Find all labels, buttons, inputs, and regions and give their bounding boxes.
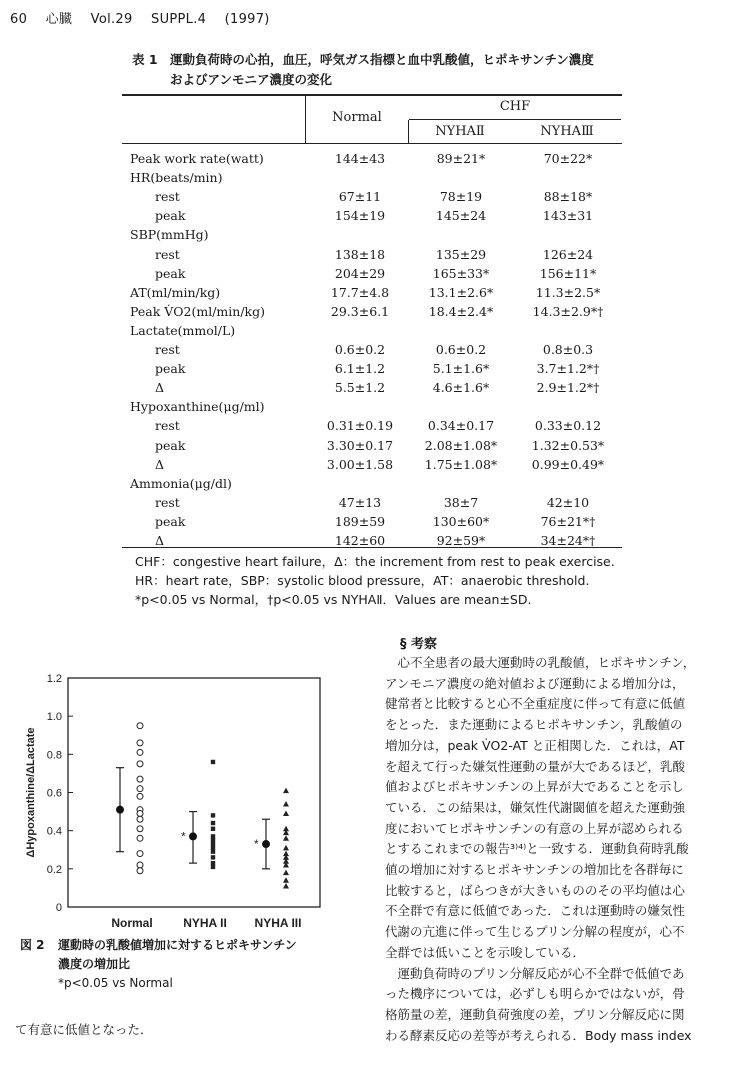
data-point (211, 827, 215, 831)
y-tick-label: 0.8 (46, 749, 62, 762)
data-point (137, 749, 143, 755)
left-column-text: て有意に低値となった． (15, 1022, 153, 1037)
cell-normal: 0.31±0.19 (326, 418, 394, 434)
row-label: Δ (155, 380, 165, 396)
table-row (130, 493, 620, 512)
data-point (137, 826, 143, 832)
cell-normal: 0.6±0.2 (334, 342, 386, 357)
cell-normal: 144±43 (334, 151, 386, 166)
col-header-nyha3: NYHAⅢ (540, 124, 594, 139)
figure-number: 図 2 (20, 938, 45, 952)
y-tick-label: 1.0 (46, 711, 62, 724)
cell-nyha3: 2.9±1.2*† (536, 380, 600, 396)
journal-name: 心臓 (45, 12, 73, 27)
data-point (211, 855, 215, 859)
cell-nyha3: 0.99±0.49* (531, 456, 605, 472)
body-line: 比較すると，ばらつきが大きいもののその平均値は心 (385, 882, 685, 898)
y-tick-label: 1.2 (46, 673, 62, 685)
cell-normal: 138±18 (334, 246, 386, 262)
cell-nyha3: 76±21*† (540, 513, 596, 529)
row-label: peak (155, 208, 186, 224)
table-title-line2: およびアンモニア濃度の変化 (170, 72, 333, 87)
cell-nyha2: 145±24 (435, 208, 487, 224)
row-label: SBP(mmHg) (130, 227, 209, 243)
data-point (211, 821, 215, 825)
data-point (211, 865, 215, 869)
table-row (130, 225, 620, 244)
body-line: 増加分は，peak V̇O2-AT と正相関した．これは，AT (385, 737, 685, 753)
row-label: peak (155, 513, 186, 529)
body-line: を超えて行った嫌気性運動の量が大であるほど，乳酸 (385, 758, 686, 774)
table-row (130, 416, 620, 435)
data-point (283, 788, 289, 794)
cell-normal: 29.3±6.1 (330, 303, 390, 319)
y-tick-label: 0.6 (46, 787, 62, 800)
body-line: アンモニア濃度の絶対値および運動による増加分は， (385, 675, 685, 691)
cell-nyha3: 70±22* (543, 151, 593, 166)
significance-asterisk: * (181, 829, 186, 844)
cell-normal: 3.30±0.17 (326, 437, 394, 453)
table-caption (132, 50, 632, 90)
cell-nyha3: 0.8±0.3 (542, 342, 594, 357)
body-line: 運動負荷時のプリン分解反応が心不全群で低値であ (385, 965, 685, 981)
body-line: とするこれまでの報告³⁾⁴⁾と一致する．運動負荷時乳酸 (385, 841, 689, 857)
row-label: rest (155, 246, 180, 262)
row-label: peak (155, 265, 186, 281)
data-point (137, 776, 143, 782)
cell-nyha2: 38±7 (443, 494, 479, 510)
data-point (283, 883, 289, 889)
table-row (130, 245, 620, 264)
body-line: 度においてヒポキサンチンの有意の上昇が認められる (385, 820, 684, 836)
table-row (130, 264, 620, 283)
table-row (130, 149, 620, 168)
figure-title-line1: 運動時の乳酸値増加に対するヒポキサンチン (58, 938, 297, 952)
table-row (130, 302, 620, 321)
cell-normal: 204±29 (334, 265, 386, 281)
cell-nyha3: 143±31 (542, 208, 594, 224)
row-label: AT(ml/min/kg) (130, 284, 221, 300)
data-point (211, 849, 215, 853)
data-point (211, 760, 215, 764)
cell-nyha3: 126±24 (542, 246, 594, 262)
row-label: Hypoxanthine(μg/ml) (130, 399, 265, 415)
y-tick-label: 0.4 (46, 825, 62, 838)
data-point (211, 842, 215, 846)
x-category-label: NYHA III (254, 916, 302, 930)
y-axis-label: ΔHypoxanthine/ΔLactate (25, 727, 37, 858)
col-header-nyha2: NYHAⅡ (435, 124, 485, 139)
mean-marker (116, 806, 124, 814)
data-point (283, 870, 289, 876)
table-top-rule (122, 94, 622, 96)
row-label: rest (155, 418, 180, 434)
x-category-label: NYHA II (183, 916, 227, 930)
cell-nyha2: 4.6±1.6* (432, 380, 490, 396)
table-row (130, 321, 620, 340)
data-point (211, 813, 215, 817)
data-point (283, 845, 289, 851)
table-row (130, 187, 620, 206)
cell-nyha3: 3.7±1.2*† (536, 361, 600, 377)
cell-normal: 154±19 (334, 208, 386, 224)
row-label: peak (155, 437, 186, 453)
running-header (10, 8, 284, 27)
mean-marker (189, 832, 197, 840)
table-footnote-1: CHF：congestive heart failure，Δ：the increment from rest to peak exercise. (135, 554, 615, 569)
cell-nyha2: 165±33* (432, 265, 490, 281)
row-label: Peak work rate(watt) (130, 151, 264, 166)
row-label: Lactate(mmol/L) (130, 322, 236, 338)
figure-title-line2: 濃度の増加比 (58, 957, 131, 971)
table-row (130, 531, 620, 550)
data-point (283, 877, 289, 883)
row-label: Δ (155, 533, 165, 548)
body-line: 値およびヒポキサンチンの上昇が大であることを示し (385, 779, 684, 795)
data-point (137, 723, 143, 729)
journal-volume: Vol.29 (90, 12, 133, 27)
data-point (137, 868, 143, 874)
table-title-line1: 運動負荷時の心拍，血圧，呼気ガス指標と血中乳酸値，ヒポキサンチン濃度 (170, 52, 594, 67)
table-row (130, 206, 620, 225)
data-point (283, 810, 289, 816)
body-line: 心不全患者の最大運動時の乳酸値，ヒポキサンチン， (385, 655, 696, 670)
col-header-chf: CHF (499, 99, 531, 114)
table-header-rule (122, 143, 622, 144)
data-point (211, 861, 215, 865)
plot-frame (68, 678, 320, 907)
table-row (130, 512, 620, 531)
data-point (137, 740, 143, 746)
cell-nyha2: 5.1±1.6* (432, 361, 490, 377)
table-row (130, 168, 620, 187)
row-label: rest (155, 189, 180, 205)
cell-normal: 6.1±1.2 (334, 361, 386, 377)
table-number: 表 1 (132, 52, 158, 67)
cell-nyha2: 135±29 (435, 246, 487, 262)
cell-normal: 47±13 (338, 494, 382, 510)
body-line: 値の増加に対するヒポキサンチンの増加比を各群毎に (385, 862, 684, 878)
cell-nyha2: 89±21* (436, 151, 486, 166)
cell-normal: 5.5±1.2 (334, 380, 386, 396)
data-point (283, 835, 289, 841)
data-point (137, 793, 143, 799)
row-label: peak (155, 361, 186, 377)
data-point (137, 862, 143, 868)
body-line: 全群では低いことを示唆している． (385, 944, 586, 960)
table-footnote-2: HR：heart rate，SBP：systolic blood pressure，AT：anaerobic threshold. (135, 573, 590, 588)
cell-nyha3: 0.33±0.12 (534, 418, 602, 434)
cell-normal: 17.7±4.8 (330, 284, 390, 300)
body-line: 不全群で有意に低値であった．これは運動時の嫌気性 (385, 903, 685, 919)
chf-underline (409, 119, 621, 120)
table-row (130, 359, 620, 378)
col-header-normal: Normal (332, 110, 382, 125)
cell-nyha2: 130±60* (432, 513, 490, 529)
cell-nyha3: 156±11* (539, 265, 597, 281)
scatter-chart (20, 665, 350, 935)
table-row (130, 474, 620, 493)
cell-nyha2: 0.6±0.2 (435, 342, 487, 357)
mean-marker (262, 840, 270, 848)
body-line: 健常者と比較すると心不全重症度に伴って有意に低値 (385, 696, 686, 712)
body-line: ている．この結果は，嫌気性代謝閾値を超えた運動強 (385, 799, 686, 815)
row-label: rest (155, 494, 180, 510)
row-label: HR(beats/min) (130, 170, 223, 186)
cell-nyha2: 92±59* (436, 533, 486, 548)
figure-caption (20, 936, 340, 993)
body-line: 格筋量の差，運動負荷強度の差，プリン分解反応に関 (385, 1006, 685, 1022)
table-row (130, 436, 620, 455)
table-footnote-3: *p<0.05 vs Normal，†p<0.05 vs NYHAⅡ．Values are mean±SD. (135, 592, 532, 607)
cell-nyha2: 78±19 (439, 189, 483, 205)
significance-asterisk: * (254, 837, 259, 852)
page-number: 60 (10, 12, 28, 27)
y-tick-label: 0.2 (46, 863, 62, 876)
cell-normal: 142±60 (334, 533, 386, 548)
row-label: Ammonia(μg/dl) (130, 475, 232, 491)
data-point (211, 838, 215, 842)
data-point (137, 761, 143, 767)
row-label: Peak V̇O2(ml/min/kg) (130, 303, 265, 319)
row-label: rest (155, 342, 180, 357)
table-row (130, 455, 620, 474)
table-row (130, 340, 620, 359)
cell-nyha2: 18.4±2.4* (428, 303, 494, 319)
table-row (130, 283, 620, 302)
cell-nyha2: 2.08±1.08* (424, 437, 498, 453)
cell-normal: 189±59 (334, 513, 386, 529)
body-line: 代謝の亢進に伴って生じるプリン分解の程度が，心不 (385, 924, 685, 940)
cell-nyha2: 0.34±0.17 (427, 418, 495, 434)
cell-nyha2: 1.75±1.08* (424, 456, 498, 472)
cell-nyha3: 88±18* (543, 189, 593, 205)
body-line: わる酵素反応の差等が考えられる．Body mass index (385, 1027, 692, 1043)
section-title: § 考察 (400, 637, 438, 652)
figure-note: *p<0.05 vs Normal (58, 976, 173, 990)
cell-nyha3: 42±10 (546, 494, 590, 510)
cell-nyha3: 1.32±0.53* (531, 437, 605, 453)
cell-normal: 3.00±1.58 (326, 456, 394, 472)
data-point (283, 801, 289, 807)
data-point (211, 834, 215, 838)
data-point (137, 835, 143, 841)
cell-nyha3: 34±24*† (540, 533, 596, 548)
cell-nyha2: 13.1±2.6* (428, 284, 494, 300)
cell-normal: 67±11 (338, 189, 382, 205)
journal-year: (1997) (224, 12, 270, 27)
cell-nyha3: 14.3±2.9*† (532, 303, 604, 319)
journal-suppl: SUPPL.4 (151, 12, 207, 27)
cell-nyha3: 11.3±2.5* (535, 284, 601, 300)
x-category-label: Normal (111, 916, 153, 930)
data-point (137, 810, 143, 816)
table-row (130, 397, 620, 416)
y-tick-label: 0 (55, 902, 62, 914)
body-text (385, 653, 727, 1046)
row-label: Δ (155, 456, 165, 472)
data-point (211, 846, 215, 850)
data-point (137, 851, 143, 857)
body-line: った機序については，必ずしも明らかではないが，骨 (385, 986, 685, 1002)
table-row (130, 378, 620, 397)
body-line: をとった．また運動によるヒポキサンチン，乳酸値の (385, 717, 683, 733)
data-point (137, 816, 143, 822)
data-point (137, 786, 143, 792)
